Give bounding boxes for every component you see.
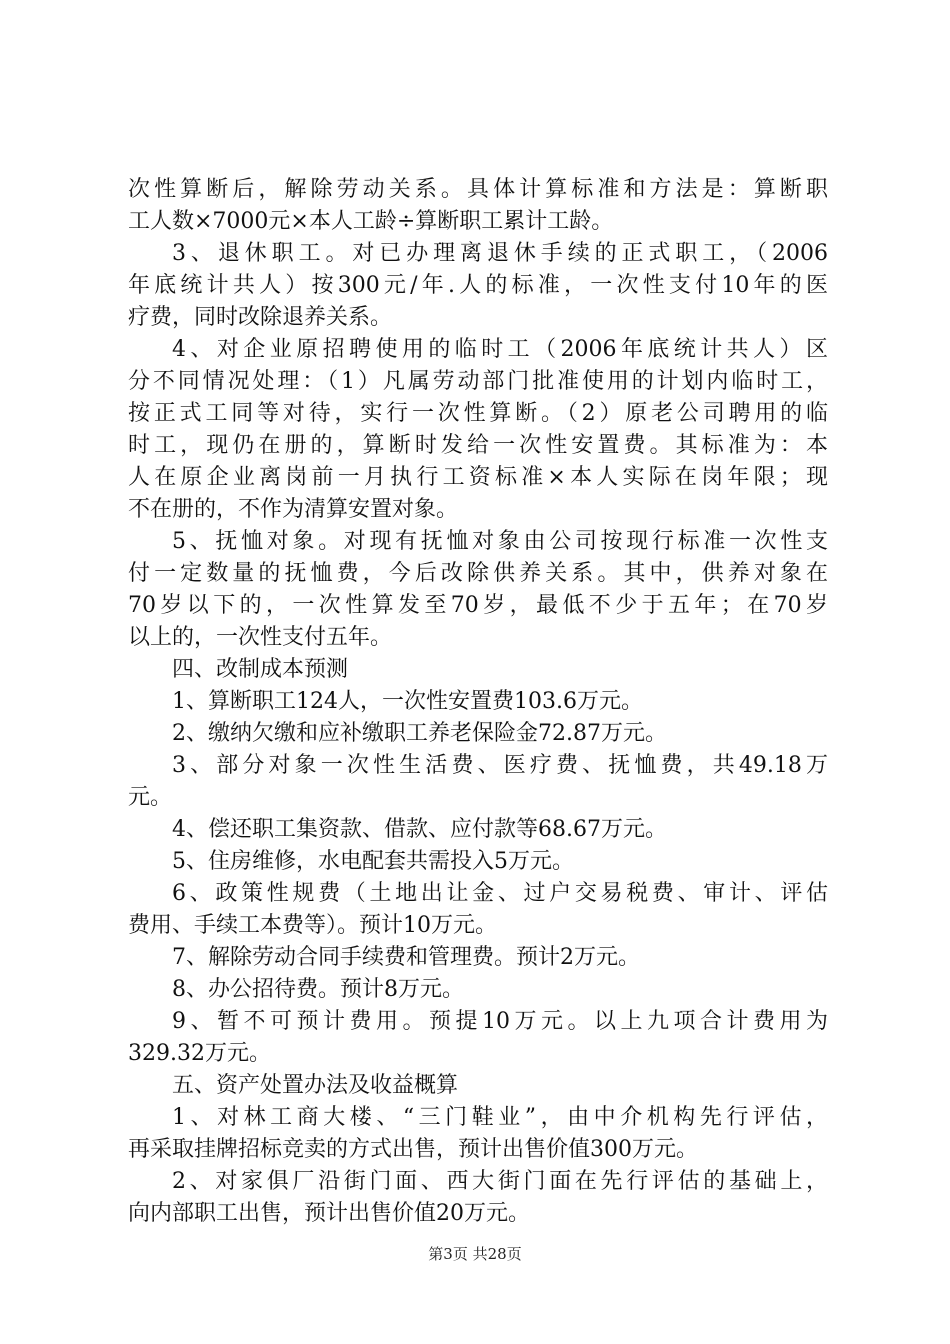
text-line: 70岁以下的，一次性算发至70岁，最低不少于五年；在70岁	[128, 593, 828, 618]
page-number-label: 第3页 共28页	[428, 1245, 522, 1263]
text-line: 5、住房维修，水电配套共需投入5万元。	[172, 849, 574, 874]
text-line: 6、政策性规费（土地出让金、过户交易税费、审计、评估	[172, 881, 828, 906]
text-line: 时工，现仍在册的，算断时发给一次性安置费。其标准为：本	[128, 433, 828, 458]
text-line: 329.32万元。	[128, 1041, 271, 1066]
text-line: 7、解除劳动合同手续费和管理费。预计2万元。	[172, 945, 640, 970]
text-line: 以上的，一次性支付五年。	[128, 625, 393, 650]
text-line: 2、对家俱厂沿街门面、西大街门面在先行评估的基础上，	[172, 1169, 828, 1194]
text-line: 工人数×7000元×本人工龄÷算断职工累计工龄。	[128, 209, 614, 234]
text-line: 9、暂不可预计费用。预提10万元。以上九项合计费用为	[172, 1009, 828, 1034]
text-line: 向内部职工出售，预计出售价值20万元。	[128, 1201, 530, 1226]
text-line: 4、偿还职工集资款、借款、应付款等68.67万元。	[172, 817, 667, 842]
text-line: 3、部分对象一次性生活费、医疗费、抚恤费，共49.18万	[172, 753, 828, 778]
document-body	[128, 174, 828, 1230]
text-line: 次性算断后，解除劳动关系。具体计算标准和方法是：算断职	[128, 177, 828, 202]
text-line: 2、缴纳欠缴和应补缴职工养老保险金72.87万元。	[172, 721, 667, 746]
text-line: 分不同情况处理：（1）凡属劳动部门批准使用的计划内临时工，	[128, 369, 828, 394]
text-line: 3、退休职工。对已办理离退休手续的正式职工，（2006	[172, 241, 828, 266]
text-line: 5、抚恤对象。对现有抚恤对象由公司按现行标准一次性支	[172, 529, 828, 554]
text-line: 疗费，同时改除退养关系。	[128, 305, 393, 330]
text-line: 年底统计共人）按300元/年.人的标准，一次性支付10年的医	[128, 273, 828, 298]
text-line: 8、办公招待费。预计8万元。	[172, 977, 464, 1002]
text-line: 人在原企业离岗前一月执行工资标准×本人实际在岗年限；现	[128, 465, 828, 490]
text-line: 费用、手续工本费等）。预计10万元。	[128, 913, 497, 938]
text-line: 4、对企业原招聘使用的临时工（2006年底统计共人）区	[172, 337, 828, 362]
text-line: 再采取挂牌招标竞卖的方式出售，预计出售价值300万元。	[128, 1137, 698, 1162]
text-line: 四、改制成本预测	[172, 657, 349, 682]
text-line: 按正式工同等对待，实行一次性算断。（2）原老公司聘用的临	[128, 401, 828, 426]
text-line: 元。	[128, 785, 173, 810]
page-footer	[0, 1243, 950, 1264]
text-line: 1、对林工商大楼、“三门鞋业”，由中介机构先行评估，	[172, 1105, 828, 1130]
text-line: 付一定数量的抚恤费，今后改除供养关系。其中，供养对象在	[128, 561, 828, 586]
text-line: 不在册的，不作为清算安置对象。	[128, 497, 459, 522]
text-line: 1、算断职工124人，一次性安置费103.6万元。	[172, 689, 643, 714]
text-line: 五、资产处置办法及收益概算	[172, 1073, 459, 1098]
